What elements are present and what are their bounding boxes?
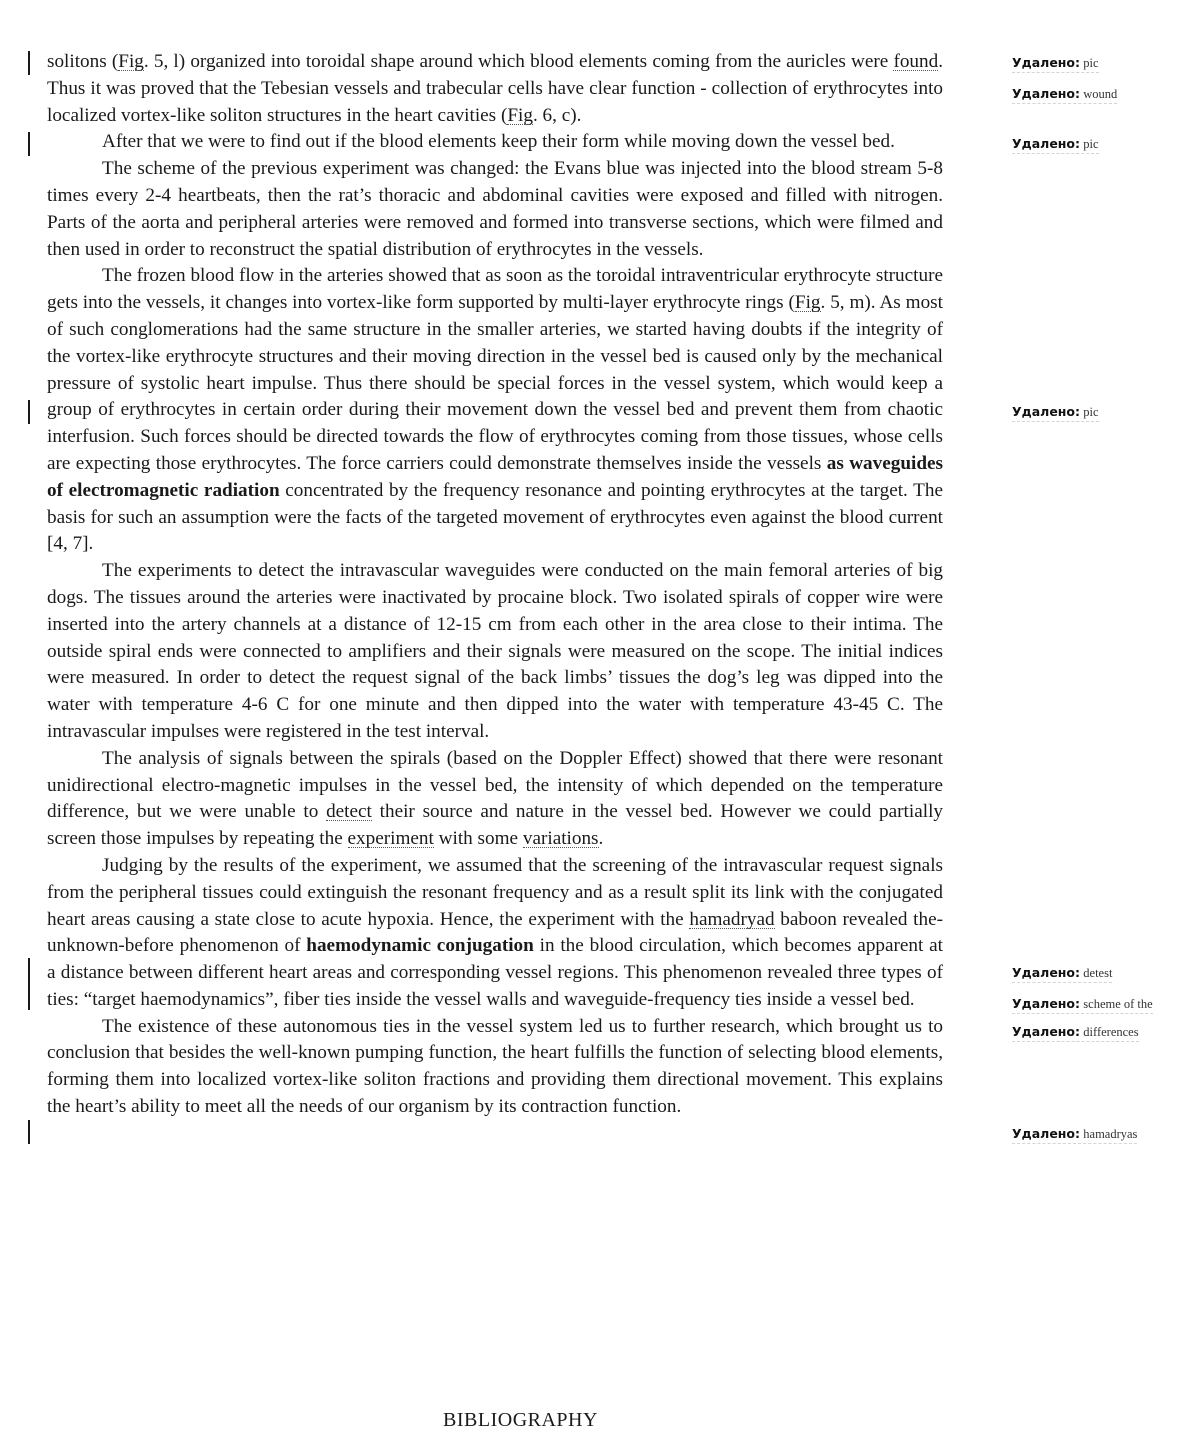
paragraph-1	[47, 49, 943, 129]
paragraph-6	[47, 746, 943, 853]
comment-label: Удалено:	[1012, 55, 1081, 70]
text-run: The frozen blood flow in the arteries showed that as soon as the toroidal intraventricular erythrocyte structure gets into the vessels, it changes into vortex-like form supported by multi-layer erythrocyte rings (	[47, 265, 943, 314]
text-run: with some	[433, 828, 523, 850]
text-run: baboon revealed the-unknown-before phenomenon of	[47, 908, 943, 957]
comment-balloon[interactable]	[1012, 55, 1099, 73]
paragraph-5: The experiments to detect the intravascular waveguides were conducted on the main femoral arteries of big dogs. The tissues around the arteries were inactivated by procaine block. Two isolated spirals of copper wire were inserted into the artery channels at a distance of 12-15 cm from each other in the area close to their intima. The outside spiral ends were connected to amplifiers and their signals were measured on the scope. The initial indices were measured. In order to detect the request signal of the back limbs’ tissues the dog’s leg was dipped into the water with temperature 4-6 C for one minute and then dipped into the water with temperature 43-45 C. The intravascular impulses were registered in the test interval.	[47, 560, 943, 742]
paragraph-4	[47, 263, 943, 558]
comment-text: detest	[1083, 966, 1113, 980]
bold-phrase: haemodynamic conjugation	[306, 935, 534, 957]
paragraph-3: The scheme of the previous experiment was changed: the Evans blue was injected into the blood stream 5-8 times every 2-4 heartbeats, then the rat’s thoracic and abdominal cavities were exposed and filled with nitrogen. Parts of the aorta and peripheral arteries were removed and formed into transverse sections, which were filmed and then used in order to reconstruct the spatial distribution of erythrocytes in the vessels.	[47, 158, 943, 260]
tracked-insertion: variations	[522, 828, 599, 850]
section-heading: BIBLIOGRAPHY	[443, 1409, 598, 1431]
comment-balloon[interactable]	[1012, 965, 1112, 983]
tracked-insertion: Fig	[118, 51, 144, 72]
document-body	[47, 49, 943, 1121]
comment-label: Удалено:	[1012, 136, 1081, 151]
tracked-insertion: Fig	[507, 104, 533, 126]
comment-text: scheme of the	[1083, 997, 1153, 1011]
tracked-insertion: detect	[326, 801, 372, 823]
comment-text: pic	[1083, 137, 1099, 151]
comment-label: Удалено:	[1012, 1126, 1081, 1141]
comment-text: pic	[1083, 56, 1099, 70]
comment-label: Удалено:	[1012, 965, 1081, 980]
change-bar	[28, 51, 30, 75]
text-run: in the blood circulation, which becomes apparent at a distance between different heart areas and corresponding vessel regions. This phenomenon revealed three types of ties: “target haemodynamics”, fiber ties inside the vessel walls and waveguide-frequency ties inside a vessel bed.	[47, 935, 944, 1010]
text-run: Judging by the results of the experiment, we assumed that the screening of the intravascular request signals from the peripheral tissues could extinguish the resonant frequency and as a result split its link with the conjugated heart areas causing a state close to acute hypoxia. Hence, the experiment with the	[47, 854, 943, 930]
text-run: . 6, c).	[532, 104, 582, 126]
paragraph-8: The existence of these autonomous ties in the vessel system led us to further research, which brought us to conclusion that besides the well-known pumping function, the heart fulfills the function of selecting blood elements, forming them into localized vortex-like soliton fractions and providing them directional movement. This explains the heart’s ability to meet all the needs of our organism by its contraction function.	[47, 1015, 943, 1118]
comment-text: pic	[1083, 405, 1099, 419]
change-bar	[28, 958, 30, 1010]
tracked-insertion: Fig	[794, 292, 821, 314]
bold-phrase: as waveguides of electromagnetic radiation	[47, 452, 943, 501]
text-run: . 5, l) organized into toroidal shape around which blood elements coming from the auricles were	[143, 51, 894, 72]
comment-balloon[interactable]	[1012, 86, 1117, 104]
text-run: . Thus it was proved that the Tebesian vessels and trabecular cells have clear function - collection of erythrocytes into localized vortex-like soliton structures in the heart cavities (	[47, 51, 943, 126]
change-bar	[28, 400, 30, 424]
comment-label: Удалено:	[1012, 404, 1081, 419]
comment-balloon[interactable]	[1012, 1024, 1139, 1042]
tracked-insertion: hamadryad	[689, 908, 775, 930]
comment-label: Удалено:	[1012, 996, 1081, 1011]
comment-balloon[interactable]	[1012, 996, 1153, 1014]
comment-text: hamadryas	[1083, 1127, 1138, 1141]
tracked-insertion: found	[893, 51, 939, 72]
comment-label: Удалено:	[1012, 1024, 1081, 1039]
paragraph-7	[47, 853, 943, 1014]
text-run: their source and nature in the vessel bed. However we could partially screen those impulses by repeating the	[47, 801, 943, 850]
change-bar	[28, 1120, 30, 1144]
paragraph-2: After that we were to find out if the blood elements keep their form while moving down the vessel bed.	[102, 131, 895, 153]
tracked-insertion: experiment	[347, 828, 434, 850]
text-run: .	[598, 828, 604, 850]
comment-balloon[interactable]	[1012, 1126, 1137, 1144]
comment-balloon[interactable]	[1012, 136, 1099, 154]
text-run: The analysis of signals between the spirals (based on the Doppler Effect) showed that there were resonant unidirectional electro-magnetic impulses in the vessel bed, the intensity of which depended on the temperature difference, but we were unable to	[47, 747, 943, 823]
change-bar	[28, 132, 30, 156]
comment-balloon[interactable]	[1012, 404, 1099, 422]
text-run: solitons (	[47, 51, 119, 72]
text-run: concentrated by the frequency resonance and pointing erythrocytes at the target. The basis for such an assumption were the facts of the targeted movement of erythrocytes even against the blood current [4, 7].	[47, 479, 943, 555]
text-run: . 5, m). As most of such conglomerations had the same structure in the smaller arteries, we started having doubts if the integrity of the vortex-like erythrocyte structures and their moving direction in the vessel bed is caused only by the mechanical pressure of systolic heart impulse. Thus there should be special forces in the vessel system, which would keep a group of erythrocytes in certain order during their movement down the vessel bed and prevent them from chaotic interfusion. Such forces should be directed towards the flow of erythrocytes coming from those tissues, whose cells are expecting those erythrocytes. The force carriers could demonstrate themselves inside the vessels	[47, 292, 943, 474]
comment-label: Удалено:	[1012, 86, 1081, 101]
comment-text: differences	[1083, 1025, 1139, 1039]
comment-text: wound	[1083, 87, 1118, 101]
